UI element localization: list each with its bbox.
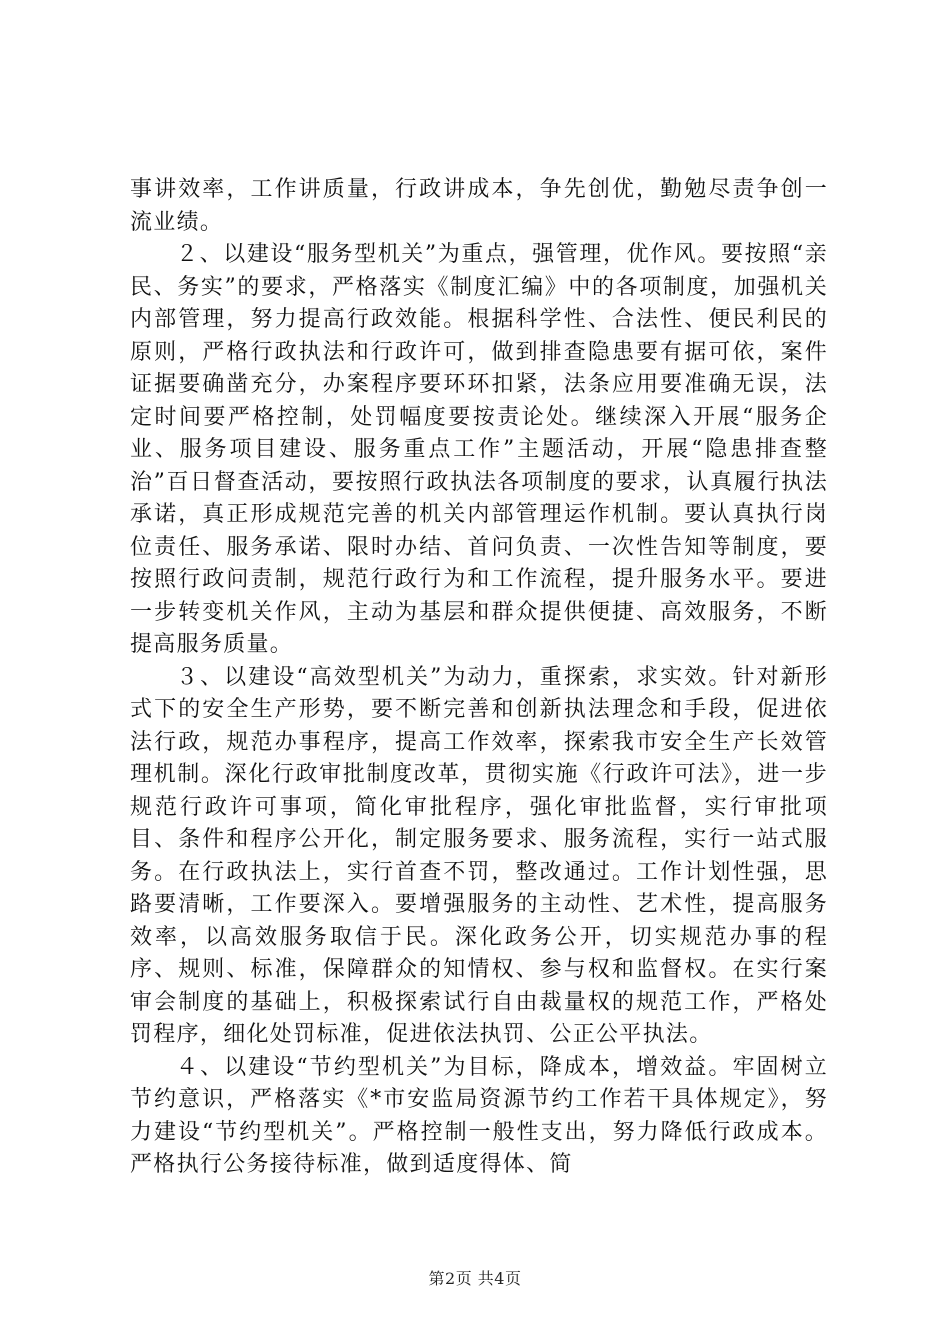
- document-body: [130, 174, 828, 1182]
- paragraph-item-3: ３、以建设“高效型机关”为动力，重探索，求实效。针对新形式下的安全生产形势，要不断完善和创新执法理念和手段，促进依法行政，规范办事程序，提高工作效率，探索我市安全生产长效管理机制。深化行政审批制度改革，贯彻实施《行政许可法》，进一步规范行政许可事项，简化审批程序，强化审批监督，实行审批项目、条件和程序公开化，制定服务要求、服务流程，实行一站式服务。在行政执法上，实行首查不罚，整改通过。工作计划性强，思路要清晰，工作要深入。要增强服务的主动性、艺术性，提高服务效率，以高效服务取信于民。深化政务公开，切实规范办事的程序、规则、标准，保障群众的知情权、参与权和监督权。在实行案审会制度的基础上，积极探索试行自由裁量权的规范工作，严格处罚程序，细化处罚标准，促进依法执罚、公正公平执法。: [130, 664, 828, 1047]
- page-number-footer: 第2页 共4页: [428, 1269, 522, 1288]
- paragraph-item-4: ４、以建设“节约型机关”为目标，降成本，增效益。牢固树立节约意识，严格落实《*市安监局资源节约工作若干具体规定》，努力建设“节约型机关”。严格控制一般性支出，努力降低行政成本。严格执行公务接待标准，做到适度得体、简: [130, 1054, 828, 1177]
- paragraph-item-2: ２、以建设“服务型机关”为重点，强管理，优作风。要按照“亲民、务实”的要求，严格落实《制度汇编》中的各项制度，加强机关内部管理，努力提高行政效能。根据科学性、合法性、便民利民的原则，严格行政执法和行政许可，做到排查隐患要有据可依，案件证据要确凿充分，办案程序要环环扣紧，法条应用要准确无误，法定时间要严格控制，处罚幅度要按责论处。继续深入开展“服务企业、服务项目建设、服务重点工作”主题活动，开展“隐患排查整治”百日督查活动，要按照行政执法各项制度的要求，认真履行执法承诺，真正形成规范完善的机关内部管理运作机制。要认真执行岗位责任、服务承诺、限时办结、首问负责、一次性告知等制度，要按照行政问责制，规范行政行为和工作流程，提升服务水平。要进一步转变机关作风，主动为基层和群众提供便捷、高效服务，不断提高服务质量。: [130, 242, 828, 657]
- paragraph-continuation: 事讲效率，工作讲质量，行政讲成本，争先创优，勤勉尽责争创一流业绩。: [130, 177, 828, 235]
